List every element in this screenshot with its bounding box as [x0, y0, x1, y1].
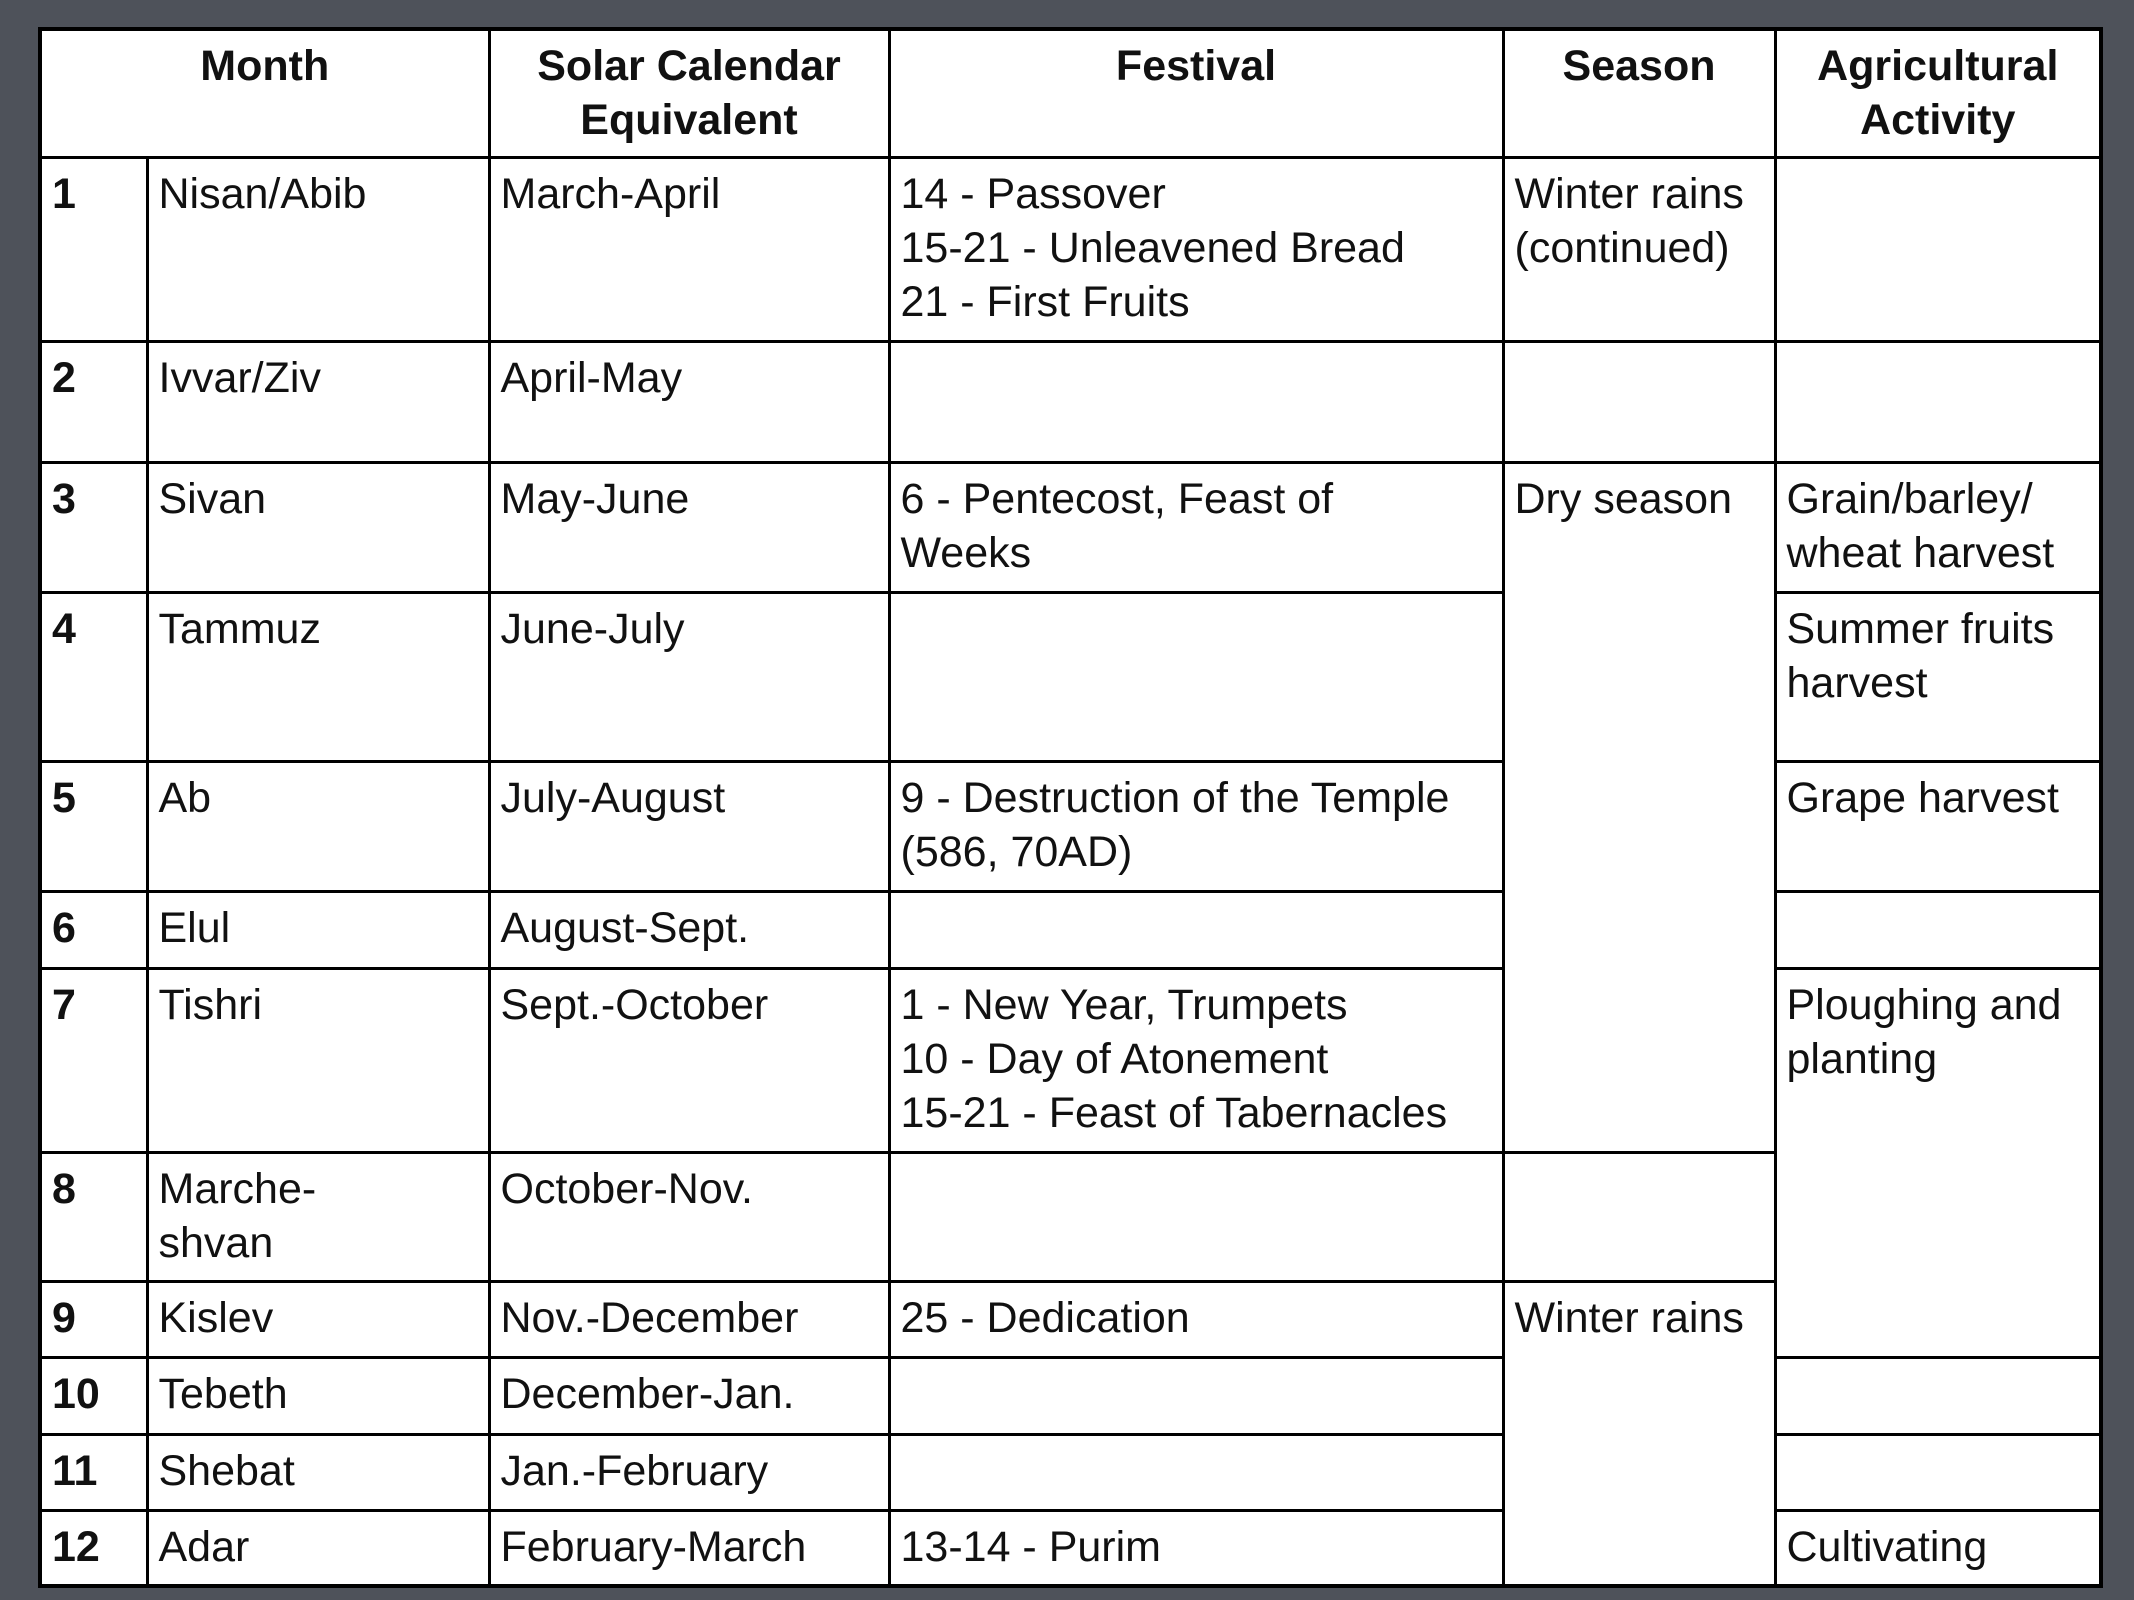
agriculture-cell — [1775, 1357, 2101, 1434]
month-name: Tishri — [147, 968, 489, 1152]
festival-cell — [889, 1434, 1503, 1510]
month-name: Ab — [147, 761, 489, 891]
header-festival: Festival — [889, 29, 1503, 157]
agriculture-cell — [1775, 341, 2101, 462]
solar-equivalent: August-Sept. — [489, 891, 889, 968]
festival-cell — [889, 1152, 1503, 1281]
agriculture-cell — [1775, 891, 2101, 968]
month-name: Ivvar/Ziv — [147, 341, 489, 462]
solar-equivalent: December-Jan. — [489, 1357, 889, 1434]
solar-equivalent: February-March — [489, 1510, 889, 1586]
season-cell: Winter rains (continued) — [1503, 157, 1775, 341]
festival-cell: 25 - Dedication — [889, 1281, 1503, 1357]
month-number: 5 — [40, 761, 147, 891]
hebrew-calendar-table — [38, 27, 2103, 1588]
month-name: Tebeth — [147, 1357, 489, 1434]
agriculture-cell-plough: Ploughing and planting — [1775, 968, 2101, 1357]
solar-equivalent: April-May — [489, 341, 889, 462]
festival-cell: 14 - Passover 15-21 - Unleavened Bread 21 - First Fruits — [889, 157, 1503, 341]
month-number: 3 — [40, 462, 147, 592]
month-number: 8 — [40, 1152, 147, 1281]
month-name: Nisan/Abib — [147, 157, 489, 341]
table-row — [40, 157, 2101, 341]
month-number: 7 — [40, 968, 147, 1152]
solar-equivalent: Nov.-December — [489, 1281, 889, 1357]
month-name: Tammuz — [147, 592, 489, 761]
solar-equivalent: July-August — [489, 761, 889, 891]
header-month: Month — [40, 29, 489, 157]
month-number: 6 — [40, 891, 147, 968]
table-row — [40, 462, 2101, 592]
header-agricultural: Agricultural Activity — [1775, 29, 2101, 157]
table-row — [40, 341, 2101, 462]
table-row — [40, 968, 2101, 1152]
table-row — [40, 891, 2101, 968]
month-name: Shebat — [147, 1434, 489, 1510]
solar-equivalent: October-Nov. — [489, 1152, 889, 1281]
header-season: Season — [1503, 29, 1775, 157]
festival-cell — [889, 1357, 1503, 1434]
festival-cell — [889, 592, 1503, 761]
month-name: Kislev — [147, 1281, 489, 1357]
season-cell-dry: Dry season — [1503, 462, 1775, 1152]
agriculture-cell: Grain/barley/ wheat harvest — [1775, 462, 2101, 592]
table-row — [40, 592, 2101, 761]
table-row — [40, 1510, 2101, 1586]
solar-equivalent: March-April — [489, 157, 889, 341]
month-name: Marche- shvan — [147, 1152, 489, 1281]
month-number: 11 — [40, 1434, 147, 1510]
month-number: 9 — [40, 1281, 147, 1357]
agriculture-cell — [1775, 157, 2101, 341]
month-name: Sivan — [147, 462, 489, 592]
festival-cell — [889, 891, 1503, 968]
month-number: 10 — [40, 1357, 147, 1434]
month-number: 4 — [40, 592, 147, 761]
festival-cell — [889, 341, 1503, 462]
solar-equivalent: Jan.-February — [489, 1434, 889, 1510]
agriculture-cell — [1775, 1434, 2101, 1510]
agriculture-cell: Summer fruits harvest — [1775, 592, 2101, 761]
month-name: Elul — [147, 891, 489, 968]
month-number: 12 — [40, 1510, 147, 1586]
festival-cell: 6 - Pentecost, Feast of Weeks — [889, 462, 1503, 592]
table-row — [40, 1434, 2101, 1510]
header-solar: Solar Calendar Equivalent — [489, 29, 889, 157]
solar-equivalent: June-July — [489, 592, 889, 761]
season-cell-winter: Winter rains — [1503, 1281, 1775, 1586]
month-name: Adar — [147, 1510, 489, 1586]
solar-equivalent: Sept.-October — [489, 968, 889, 1152]
table-row — [40, 761, 2101, 891]
season-cell — [1503, 341, 1775, 462]
solar-equivalent: May-June — [489, 462, 889, 592]
festival-cell: 1 - New Year, Trumpets 10 - Day of Atonement 15-21 - Feast of Tabernacles — [889, 968, 1503, 1152]
festival-cell: 9 - Destruction of the Temple (586, 70AD) — [889, 761, 1503, 891]
header-row — [40, 29, 2101, 157]
table-row — [40, 1357, 2101, 1434]
festival-cell: 13-14 - Purim — [889, 1510, 1503, 1586]
season-cell — [1503, 1152, 1775, 1281]
month-number: 1 — [40, 157, 147, 341]
month-number: 2 — [40, 341, 147, 462]
agriculture-cell: Cultivating — [1775, 1510, 2101, 1586]
agriculture-cell: Grape harvest — [1775, 761, 2101, 891]
